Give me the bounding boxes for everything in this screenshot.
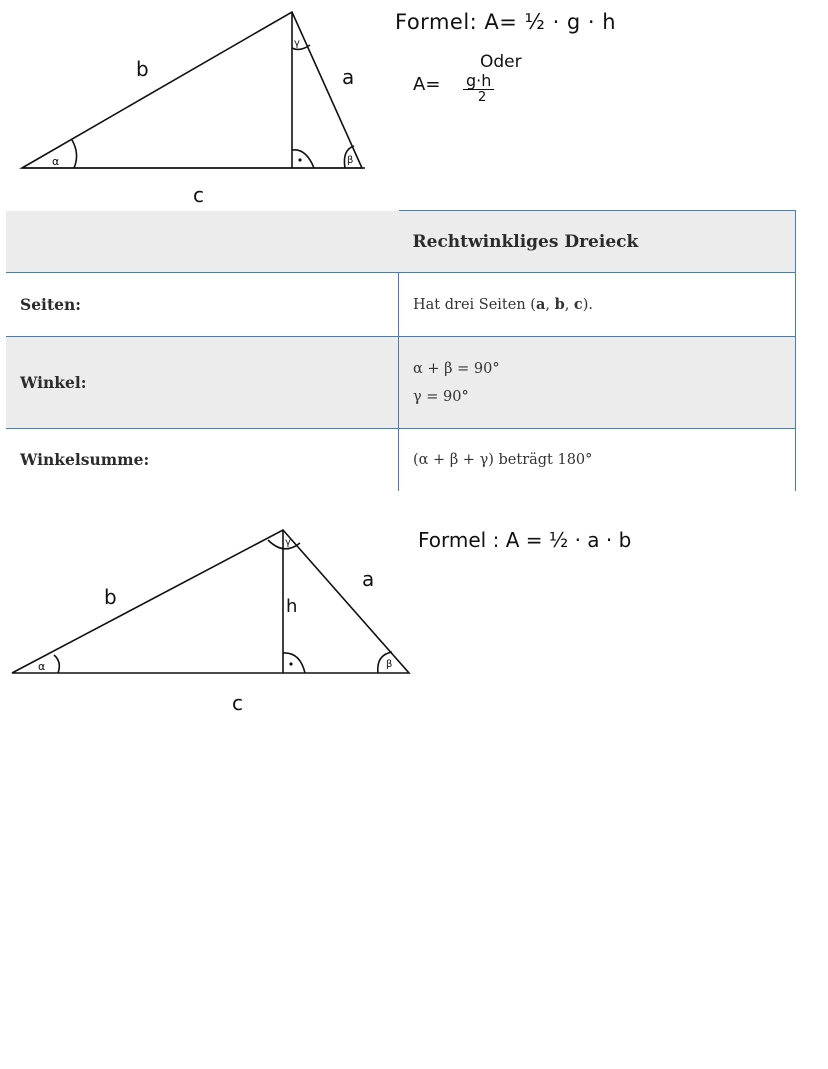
label-side-c: c xyxy=(232,691,243,715)
label-angle-alpha: α xyxy=(52,155,60,168)
table-row xyxy=(6,429,796,491)
label-angle-alpha: α xyxy=(38,660,46,673)
table-row xyxy=(6,273,796,337)
table-row xyxy=(6,337,796,429)
triangle-outline xyxy=(12,530,409,673)
right-angle-arc xyxy=(283,653,305,673)
table-header-row xyxy=(6,211,796,273)
formula-title-top: Formel: A= ½ · g · h xyxy=(395,10,617,34)
row-value-winkelsumme: (α + β + γ) beträgt 180° xyxy=(399,429,796,491)
triangle-info-table xyxy=(6,210,796,491)
formula-alt-denominator: 2 xyxy=(478,90,487,105)
triangle-diagram-bottom xyxy=(0,510,828,730)
formula-or-text: Oder xyxy=(480,52,522,72)
label-angle-gamma: γ xyxy=(285,537,291,548)
row-label-winkelsumme: Winkelsumme: xyxy=(6,429,399,491)
row-value-seiten: Hat drei Seiten (a, b, c). xyxy=(399,273,796,337)
formula-alt-left: A= xyxy=(413,74,441,95)
table-header-title: Rechtwinkliges Dreieck xyxy=(399,211,796,273)
row-label-winkel: Winkel: xyxy=(6,337,399,429)
row-value-winkel: α + β = 90° γ = 90° xyxy=(399,337,796,429)
label-height: h xyxy=(286,596,298,617)
label-angle-gamma: γ xyxy=(294,38,300,49)
label-side-b: b xyxy=(136,57,149,81)
label-side-a: a xyxy=(362,567,375,591)
angle-arc-alpha xyxy=(72,140,77,168)
triangle-outline xyxy=(22,12,362,168)
formula-alt-numerator: g·h xyxy=(463,72,494,90)
angle-arc-alpha xyxy=(54,655,59,673)
label-angle-beta: β xyxy=(347,155,354,166)
label-side-a: a xyxy=(342,65,355,89)
right-angle-arc xyxy=(292,150,314,168)
label-side-b: b xyxy=(104,585,117,609)
formula-bottom: Formel : A = ½ · a · b xyxy=(418,528,632,552)
label-angle-beta: β xyxy=(386,659,393,670)
table-header-blank xyxy=(6,211,399,273)
right-angle-dot xyxy=(298,158,301,161)
label-side-c: c xyxy=(193,183,204,207)
right-angle-dot xyxy=(289,662,292,665)
row-label-seiten: Seiten: xyxy=(6,273,399,337)
